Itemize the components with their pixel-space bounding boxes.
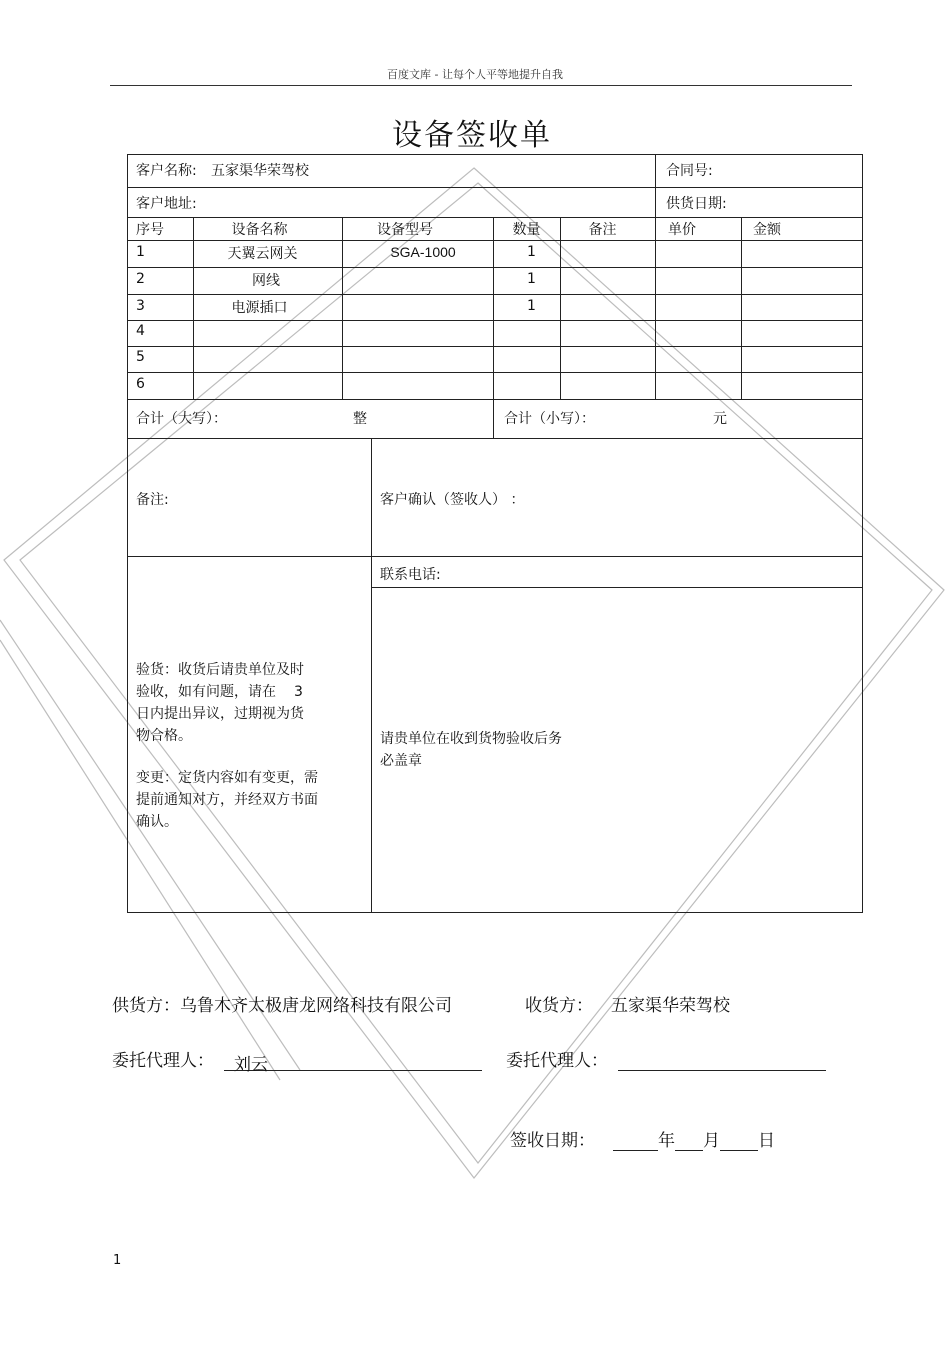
device-name: 天翼云网关: [227, 246, 298, 262]
column-header: 单价: [668, 222, 696, 238]
inspection-days: 3: [294, 684, 303, 700]
device-qty: 1: [527, 298, 536, 314]
supplier-label: 供货方：: [112, 996, 180, 1016]
form-border-bottom: [127, 912, 862, 913]
stamp-note: 请贵单位在收到货物验收后务必盖章: [380, 731, 562, 769]
row-divider: [127, 399, 862, 400]
page-header: 百度文库 - 让每个人平等地提升自我: [387, 68, 563, 81]
col-divider: [655, 217, 656, 400]
row-number: 4: [136, 323, 145, 339]
form-border-top: [127, 154, 862, 155]
receiver-line: [525, 991, 730, 1016]
supply-date-label: 供货日期:: [666, 196, 727, 212]
device-name: 网线: [252, 273, 280, 289]
customer-name-value: 五家渠华荣驾校: [211, 163, 309, 179]
column-header: 序号: [136, 222, 164, 238]
customer-confirm-label: 客户确认（签收人） ：: [380, 492, 525, 508]
row-divider: [127, 294, 862, 295]
row-number: 3: [136, 298, 145, 314]
header-divider: [110, 85, 852, 86]
row-number: 2: [136, 271, 145, 287]
column-header: 金额: [753, 222, 781, 238]
agent-line-left: [112, 1046, 482, 1075]
row-divider: [127, 320, 862, 321]
day-blank[interactable]: [720, 1130, 758, 1151]
agent-signature-right[interactable]: [618, 1050, 826, 1071]
row-divider: [127, 240, 862, 241]
receiver-label: 收货方：: [525, 996, 593, 1016]
row-divider: [127, 187, 862, 188]
device-name: 电源插口: [231, 300, 288, 316]
receipt-date-line: [510, 1126, 775, 1151]
form-border-right: [862, 154, 863, 913]
col-divider: [655, 154, 656, 218]
row-divider: [371, 587, 862, 588]
contract-no-label: 合同号:: [666, 163, 713, 179]
year-blank[interactable]: [613, 1130, 658, 1151]
row-number: 1: [136, 244, 145, 260]
page-number: 1: [113, 1253, 122, 1268]
date-label: 签收日期：: [510, 1131, 595, 1151]
row-number: 5: [136, 349, 145, 365]
total-upper-suffix: 整: [353, 411, 367, 427]
agent-line-right: [506, 1046, 826, 1071]
day-label: 日: [758, 1131, 775, 1151]
row-divider: [127, 217, 862, 218]
change-terms: 变更：定货内容如有变更，需提前通知对方，并经双方书面确认。: [136, 770, 318, 830]
customer-name-label: 客户名称:: [136, 163, 197, 179]
supplier-name: 乌鲁木齐太极唐龙网络科技有限公司: [180, 996, 452, 1016]
row-divider: [127, 556, 862, 557]
year-label: 年: [658, 1131, 675, 1151]
total-upper-label: 合计（大写）：: [136, 411, 227, 427]
column-header: 数量: [512, 222, 541, 238]
inspection-text-1: 验货：收货后请贵单位及时验收，如有问题，请在: [136, 662, 304, 700]
column-header: 设备型号: [377, 222, 433, 238]
inspection-terms: [136, 659, 312, 747]
row-divider: [127, 438, 862, 439]
column-header: 设备名称: [231, 222, 288, 238]
total-lower-suffix: 元: [713, 411, 727, 427]
col-divider: [741, 217, 742, 400]
agent-signature-left[interactable]: [224, 1050, 482, 1075]
month-blank[interactable]: [675, 1130, 703, 1151]
row-number: 6: [136, 376, 145, 392]
column-header: 备注: [588, 222, 617, 238]
row-divider: [127, 372, 862, 373]
col-divider: [371, 438, 372, 913]
month-label: 月: [703, 1131, 720, 1151]
agent-label-right: 委托代理人：: [506, 1051, 608, 1071]
total-lower-label: 合计（小写）：: [504, 411, 595, 427]
remarks-label: 备注:: [136, 492, 169, 508]
row-divider: [127, 346, 862, 347]
customer-address-label: 客户地址:: [136, 196, 197, 212]
form-border-left: [127, 154, 128, 913]
phone-label: 联系电话:: [380, 567, 441, 583]
device-qty: 1: [527, 244, 536, 260]
supplier-line: [112, 991, 452, 1016]
agent-label-left: 委托代理人：: [112, 1051, 214, 1071]
receiver-name: 五家渠华荣驾校: [611, 996, 730, 1016]
device-model: SGA-1000: [390, 244, 456, 260]
agent-name-left: 刘云: [234, 1055, 268, 1075]
inspection-text-2: 日内提出异议，过期视为货物合格。: [136, 706, 304, 744]
document-title: 设备签收单: [392, 118, 552, 153]
row-divider: [127, 267, 862, 268]
device-qty: 1: [527, 271, 536, 287]
